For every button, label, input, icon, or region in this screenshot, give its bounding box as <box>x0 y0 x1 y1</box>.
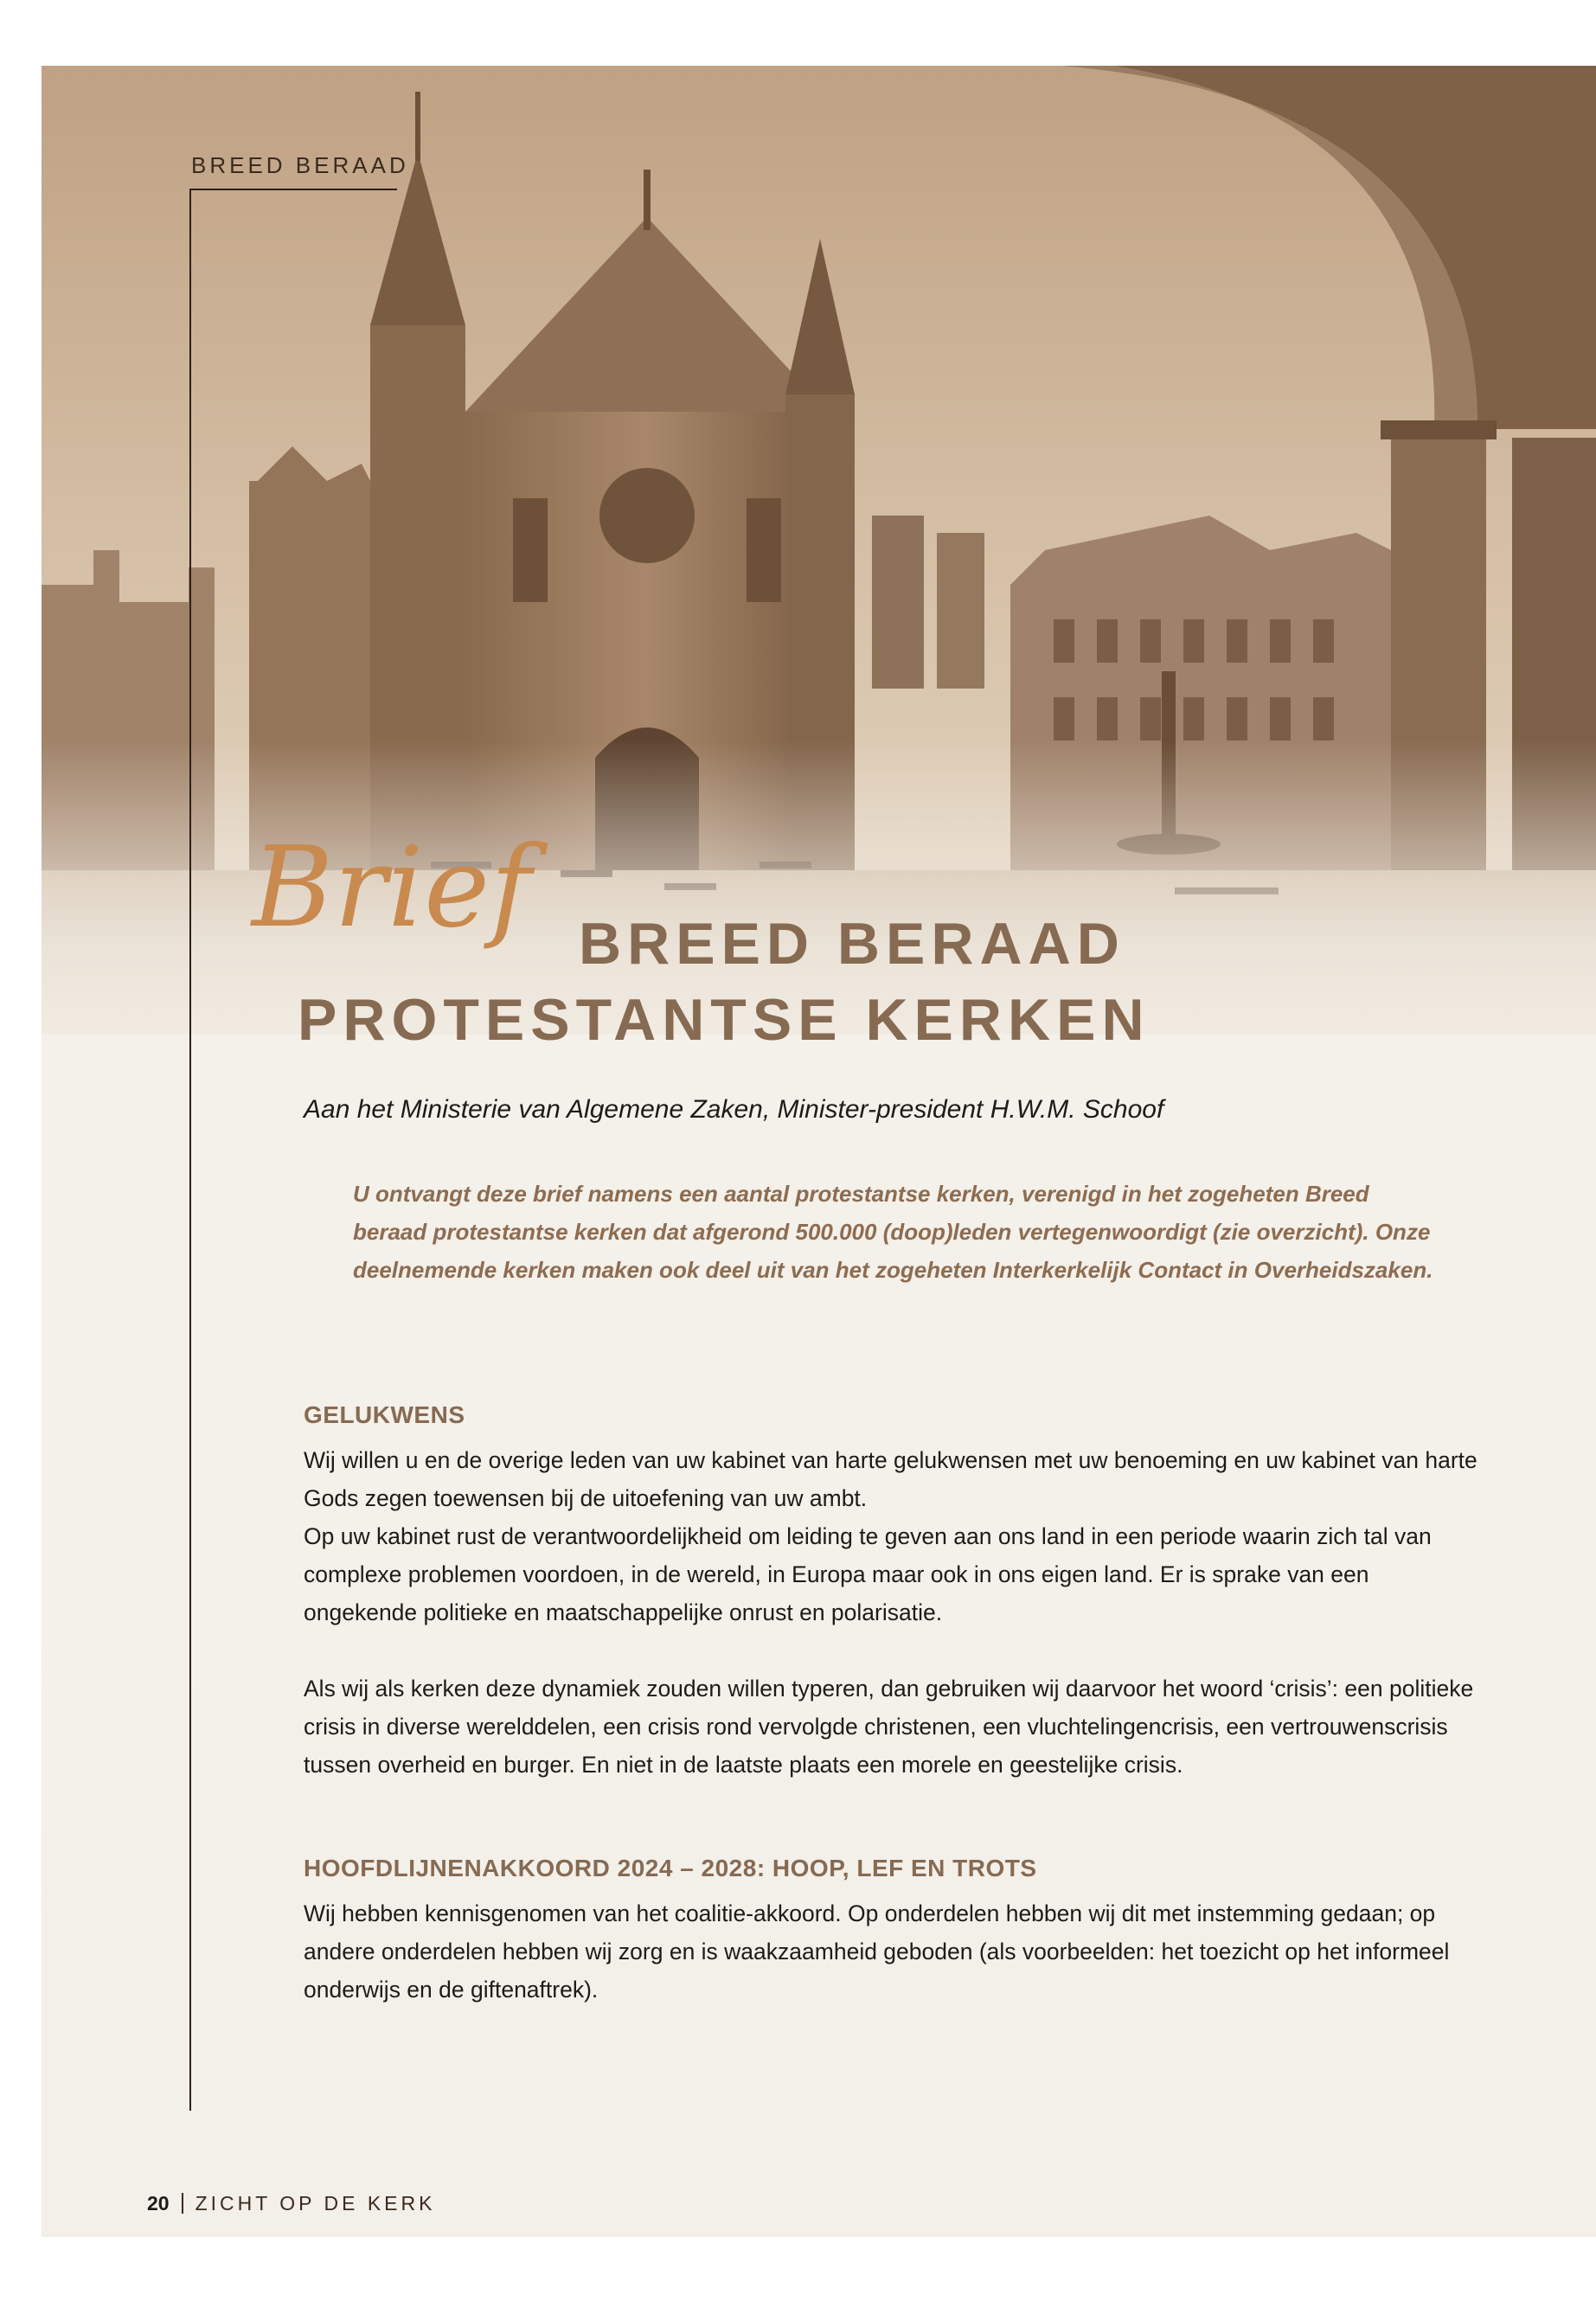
title-line-2: PROTESTANTSE KERKEN <box>298 987 1151 1053</box>
page-number: 20 <box>147 2192 170 2214</box>
page-footer <box>147 2192 435 2215</box>
heading-gelukwens: GELUKWENS <box>304 1401 465 1428</box>
paragraph: Op uw kabinet rust de verantwoordelijkheid om leiding te geven aan ons land in een periode waarin zich tal van complexe problemen voordoen, in de wereld, in Europa maar ook in ons eigen land. Er is sprake van een ongekende politieke en maatschappelijke onrust en polarisatie. <box>304 1523 1432 1625</box>
page <box>42 66 1596 2237</box>
frame-rule-left <box>189 189 191 2111</box>
title-script-word: Brief <box>252 824 533 952</box>
paragraph: Wij hebben kennisgenomen van het coalitie-akkoord. Op onderdelen hebben wij dit met instemming gedaan; op andere onderdelen hebben wij zorg en is waakzaamheid geboden (als voorbeelden: het toezicht op het informeel onderwijs en de giftenaftrek). <box>304 1900 1450 2003</box>
frame-rule-top <box>189 189 397 190</box>
intro-paragraph: U ontvangt deze brief namens een aantal protestantse kerken, verenigd in het zogeheten Breed beraad protestantse kerken dat afgerond 500.000 (doop)leden vertegenwoordigt (zie overzicht). Onze deelnemende kerken maken ook deel uit van het zogeheten Interkerkelijk Contact in Overheidszaken. <box>353 1181 1433 1283</box>
magazine-name: ZICHT OP DE KERK <box>195 2192 436 2214</box>
section-label: BREED BERAAD <box>191 152 409 178</box>
paragraph: Wij willen u en de overige leden van uw kabinet van harte gelukwensen met uw benoeming en uw kabinet van harte Gods zegen toewensen bij de uitoefening van uw ambt. <box>304 1447 1477 1511</box>
title-line-1: BREED BERAAD <box>579 911 1125 977</box>
footer-divider <box>182 2193 183 2214</box>
paragraph: Als wij als kerken deze dynamiek zouden willen typeren, dan gebruiken wij daarvoor het woord ‘crisis’: een politieke crisis in diverse werelddelen, een crisis rond vervolgde christenen, een vluchtelingencrisis, een vertrouwenscrisis tussen overheid en burger. En niet in de laatste plaats een morele en geestelijke crisis. <box>304 1676 1474 1778</box>
heading-hoofdlijnenakkoord: HOOFDLIJNENAKKOORD 2024 – 2028: HOOP, LEF EN TROTS <box>304 1855 1037 1881</box>
addressee: Aan het Ministerie van Algemene Zaken, Minister-president H.W.M. Schoof <box>304 1095 1164 1124</box>
